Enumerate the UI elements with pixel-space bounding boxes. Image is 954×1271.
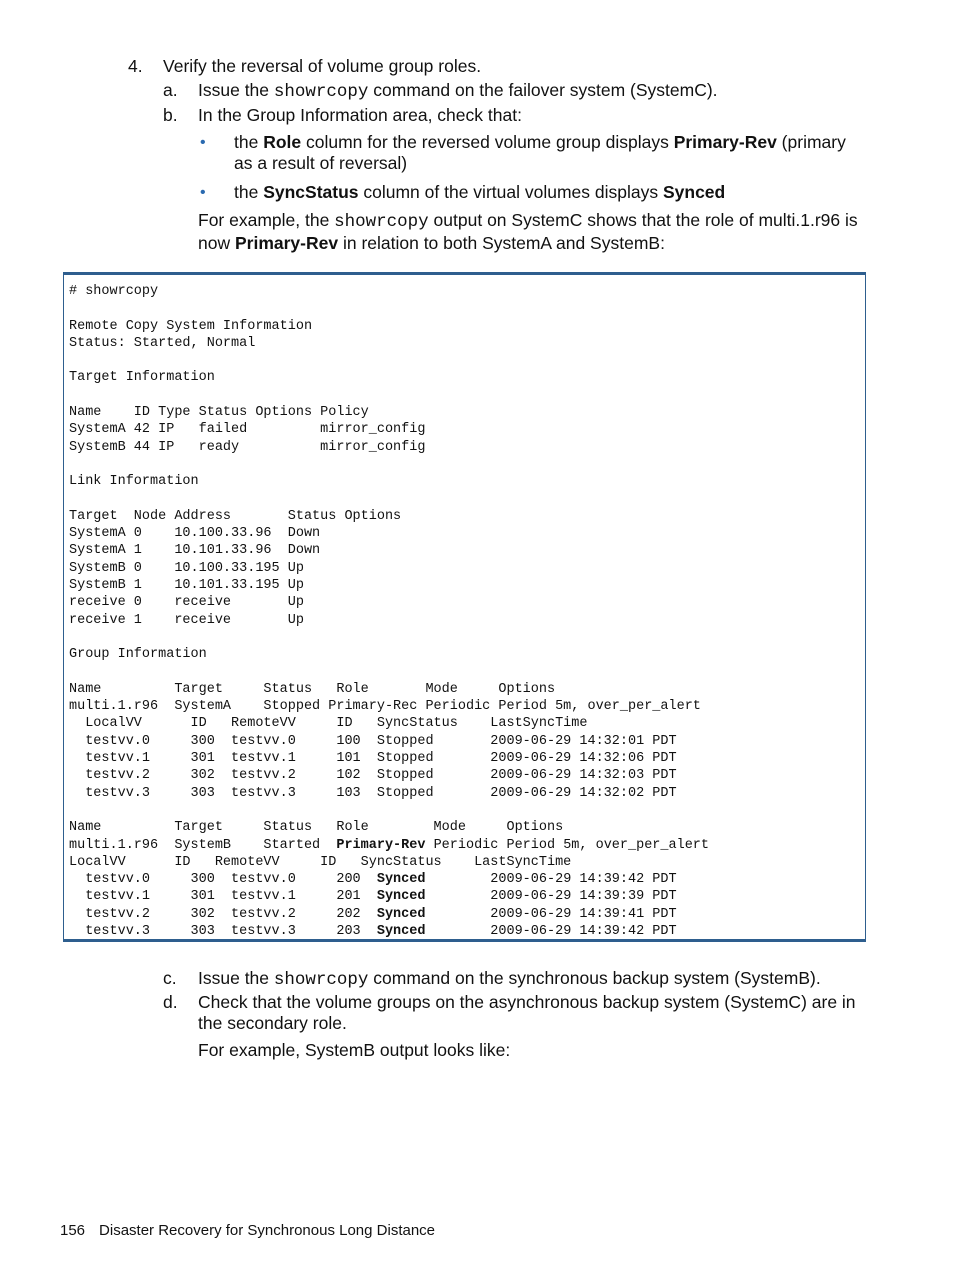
code-line <box>69 300 709 317</box>
bullet-item-syncstatus <box>234 182 862 203</box>
example1-bold: Primary-Rev <box>234 233 339 253</box>
code-line: testvv.2 302 testvv.2 202 Synced 2009-06-29 14:39:41 PDT <box>69 906 677 922</box>
code-listing <box>69 283 709 940</box>
substep-b-text: In the Group Information area, check that: <box>198 105 522 125</box>
code-line: SystemA 42 IP failed mirror_config <box>69 422 426 438</box>
code-line: receive 1 receive Up <box>69 612 304 628</box>
example1-pre: For example, the <box>198 210 335 230</box>
inline-code: showrcopy <box>273 82 369 102</box>
bullet2-bold-syncstatus: SyncStatus <box>263 182 359 202</box>
bullet1-mid: column for the reversed volume group displays <box>301 132 674 152</box>
code-line: testvv.1 301 testvv.1 201 Synced 2009-06-29 14:39:39 PDT <box>69 889 677 905</box>
code-line <box>69 352 709 369</box>
bullet2-mid: column of the virtual volumes displays <box>358 182 663 202</box>
substep-a-post: command on the failover system (SystemC). <box>368 80 718 100</box>
code-block <box>63 272 866 942</box>
code-line: testvv.0 300 testvv.0 100 Stopped 2009-06-29 14:32:01 PDT <box>69 733 677 749</box>
inline-code: showrcopy <box>334 212 429 232</box>
code-line: Target Node Address Status Options <box>69 508 402 524</box>
code-line: testvv.3 303 testvv.3 203 Synced 2009-06-29 14:39:42 PDT <box>69 923 677 939</box>
code-line <box>69 802 709 819</box>
code-line <box>69 491 709 508</box>
code-line: multi.1.r96 SystemA Stopped Primary-Rec Periodic Period 5m, over_per_alert <box>69 699 701 715</box>
code-line: Link Information <box>69 474 199 490</box>
code-line: Group Information <box>69 647 207 663</box>
code-line: Name Target Status Role Mode Options <box>69 681 556 697</box>
substep-letter-b: b. <box>163 105 178 125</box>
bullet1-pre: the <box>234 132 264 152</box>
bullet2-bold-synced: Synced <box>662 182 726 202</box>
bullet1-bold-role: Role <box>263 132 302 152</box>
code-line: SystemB 44 IP ready mirror_config <box>69 439 426 455</box>
substep-letter-c: c. <box>163 968 177 988</box>
code-line: Status: Started, Normal <box>69 335 256 351</box>
code-line: # showrcopy <box>69 284 159 299</box>
code-line: SystemA 1 10.101.33.96 Down <box>69 543 321 559</box>
code-line: Target Information <box>69 370 215 386</box>
bullet-icon: • <box>200 134 206 151</box>
code-line: SystemB 1 10.101.33.195 Up <box>69 578 304 594</box>
code-line: Name Target Status Role Mode Options <box>69 820 564 836</box>
code-line: multi.1.r96 SystemB Started Primary-Rev Periodic Period 5m, over_per_alert <box>69 837 710 853</box>
bullet-icon: • <box>200 184 206 201</box>
substep-letter-d: d. <box>163 992 178 1012</box>
code-line <box>69 629 709 646</box>
page-footer <box>60 1222 435 1239</box>
step-text: Verify the reversal of volume group roles. <box>163 56 482 76</box>
inline-code: showrcopy <box>273 970 369 990</box>
bullet1-post: (primary as a result of reversal) <box>234 132 846 173</box>
example1-mid: output on SystemC shows that the role of multi.1.r96 is now <box>198 210 858 253</box>
code-line: testvv.1 301 testvv.1 101 Stopped 2009-06-29 14:32:06 PDT <box>69 751 677 767</box>
substep-a-pre: Issue the <box>198 80 274 100</box>
step-number: 4. <box>128 56 143 76</box>
bullet2-pre: the <box>234 182 264 202</box>
example-paragraph-1 <box>198 210 858 254</box>
substep-a-text <box>198 80 718 102</box>
bullet-item-role <box>234 132 862 174</box>
code-line: Remote Copy System Information <box>69 318 313 334</box>
substep-c-text <box>198 968 821 990</box>
code-line <box>69 387 709 404</box>
code-line: LocalVV ID RemoteVV ID SyncStatus LastSyncTime <box>69 854 572 870</box>
code-line <box>69 664 709 681</box>
code-line: Name ID Type Status Options Policy <box>69 405 369 421</box>
substep-letter-a: a. <box>163 80 178 100</box>
code-line: receive 0 receive Up <box>69 595 304 611</box>
code-line <box>69 456 709 473</box>
code-line: testvv.3 303 testvv.3 103 Stopped 2009-06-29 14:32:02 PDT <box>69 785 677 801</box>
substep-c-pre: Issue the <box>198 968 274 988</box>
example-paragraph-2: For example, SystemB output looks like: <box>198 1040 511 1060</box>
code-line: SystemA 0 10.100.33.96 Down <box>69 526 321 542</box>
footer-title: Disaster Recovery for Synchronous Long Distance <box>99 1222 436 1239</box>
code-line: SystemB 0 10.100.33.195 Up <box>69 560 304 576</box>
code-line: LocalVV ID RemoteVV ID SyncStatus LastSyncTime <box>69 716 588 732</box>
substep-c-post: command on the synchronous backup system (SystemB). <box>368 968 821 988</box>
substep-d-text: Check that the volume groups on the asynchronous backup system (SystemC) are in the secondary role. <box>198 992 856 1033</box>
code-line: testvv.0 300 testvv.0 200 Synced 2009-06-29 14:39:42 PDT <box>69 872 677 888</box>
bullet1-bold-primary-rev: Primary-Rev <box>673 132 777 152</box>
example1-post: in relation to both SystemA and SystemB: <box>338 233 665 253</box>
code-line: testvv.2 302 testvv.2 102 Stopped 2009-06-29 14:32:03 PDT <box>69 768 677 784</box>
page-number: 156 <box>60 1222 86 1239</box>
